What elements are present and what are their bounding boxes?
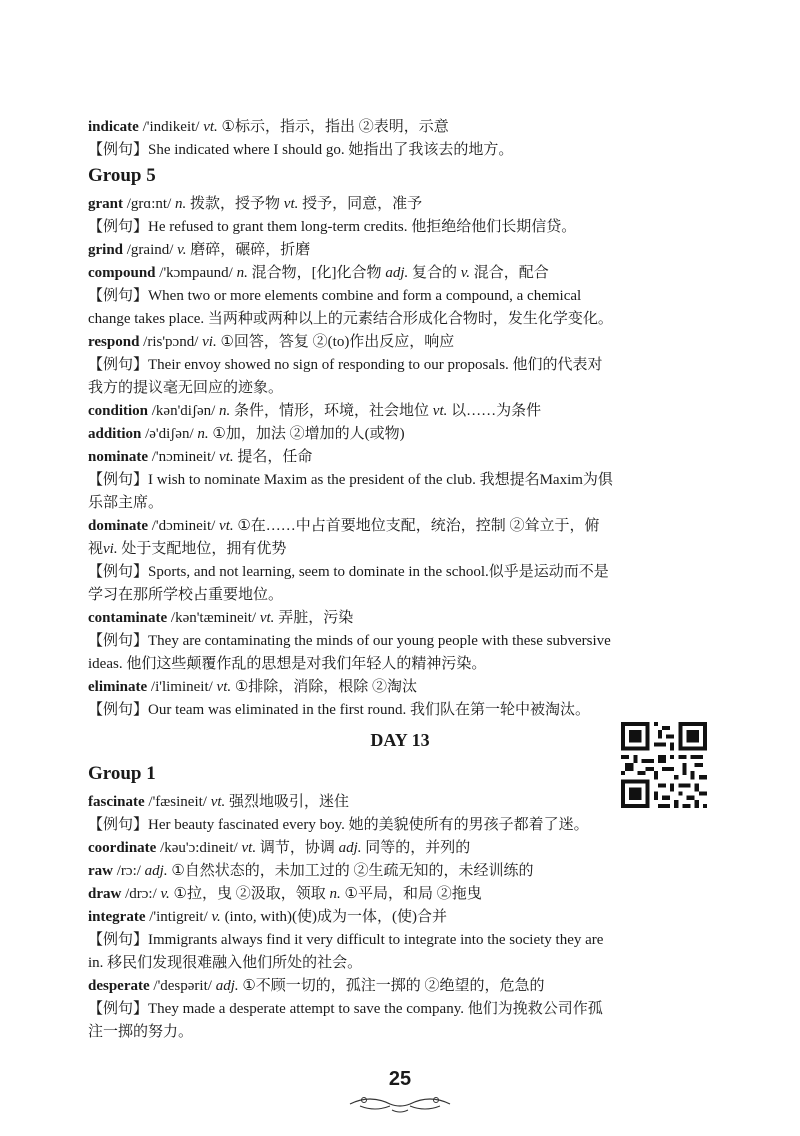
headword: coordinate xyxy=(88,840,157,856)
day-heading: DAY 13 xyxy=(370,730,430,750)
part-of-speech: vt. xyxy=(203,119,218,135)
part-of-speech: adj. xyxy=(338,840,362,856)
headword: nominate xyxy=(88,449,148,465)
entry-desperate xyxy=(88,975,712,997)
part-of-speech: vi. xyxy=(103,541,118,557)
example-desperate-cont: 注一掷的努力。 xyxy=(88,1024,194,1040)
part-of-speech: n. xyxy=(219,403,231,419)
definition: ①不顾一切的，孤注一掷的 ②绝望的，危急的 xyxy=(242,978,545,994)
headword: desperate xyxy=(88,978,150,994)
entry-addition xyxy=(88,423,712,445)
example-compound: 【例句】When two or more elements combine and form a compound, a chemical xyxy=(88,288,582,304)
entry-grind xyxy=(88,239,712,261)
definition: 条件，情形，环境，社会地位 xyxy=(234,403,430,419)
entry-fascinate xyxy=(88,791,712,813)
part-of-speech: adj. xyxy=(144,863,168,879)
group-heading: Group 1 xyxy=(88,763,156,784)
headword: grind xyxy=(88,242,124,258)
phonetic: /'nɔmineit/ xyxy=(151,449,216,465)
part-of-speech: v. xyxy=(177,242,187,258)
definition: 弄脏，污染 xyxy=(278,610,354,626)
entry-condition xyxy=(88,400,712,422)
part-of-speech: n. xyxy=(236,265,248,281)
headword: indicate xyxy=(88,119,139,135)
example-indicate: 【例句】She indicated where I should go. 她指出了我该去的地方。 xyxy=(88,142,514,158)
phonetic: /'indikeit/ xyxy=(142,119,200,135)
phonetic: /'kɔmpaund/ xyxy=(159,265,233,281)
part-of-speech: vt. xyxy=(259,610,275,626)
definition: ①加，加法 ②增加的人(或物) xyxy=(212,426,405,442)
example-respond-cont: 我方的提议毫无回应的迹象。 xyxy=(88,380,284,396)
definition: ①拉，曳 ②汲取，领取 xyxy=(173,886,326,902)
headword: eliminate xyxy=(88,679,148,695)
definition: 提名，任命 xyxy=(237,449,313,465)
part-of-speech: vi. xyxy=(202,334,217,350)
definition: 拨款，授予物 xyxy=(190,196,281,212)
entry-grant xyxy=(88,193,712,215)
headword: fascinate xyxy=(88,794,145,810)
definition: 以……为条件 xyxy=(451,403,542,419)
part-of-speech: adj. xyxy=(215,978,239,994)
phonetic: /'fæsineit/ xyxy=(148,794,207,810)
example-contaminate-cont: ideas. 他们这些颠覆作乱的思想是对我们年轻人的精神污染。 xyxy=(88,656,487,672)
part-of-speech: vt. xyxy=(283,196,299,212)
example-dominate-cont: 学习在那所学校占重要地位。 xyxy=(88,587,284,603)
definition: 同等的，并列的 xyxy=(365,840,471,856)
phonetic: /ris'pɔnd/ xyxy=(143,334,199,350)
entry-draw xyxy=(88,883,712,905)
phonetic: /ə'diʃən/ xyxy=(145,426,194,442)
part-of-speech: vt. xyxy=(219,449,234,465)
example-integrate-cont: in. 移民们发现很难融入他们所处的社会。 xyxy=(88,955,363,971)
part-of-speech: vt. xyxy=(241,840,257,856)
entry-nominate xyxy=(88,446,712,468)
part-of-speech: vt. xyxy=(210,794,226,810)
example-dominate: 【例句】Sports, and not learning, seem to dominate in the school.似乎是运动而不是 xyxy=(88,564,609,580)
phonetic: /graind/ xyxy=(126,242,174,258)
phonetic: /'despərit/ xyxy=(153,978,212,994)
phonetic: /'intigreit/ xyxy=(149,909,208,925)
definition: ①排除，消除，根除 ②淘汰 xyxy=(234,679,418,695)
example-compound-cont: change takes place. 当两种或两种以上的元素结合形成化合物时，发生化学变化。 xyxy=(88,311,613,327)
phonetic: /rɔ:/ xyxy=(116,863,141,879)
example-grant: 【例句】He refused to grant them long-term credits. 他拒绝给他们长期信贷。 xyxy=(88,219,577,235)
definition: 处于支配地位，拥有优势 xyxy=(121,541,287,557)
example-eliminate: 【例句】Our team was eliminated in the first round. 我们队在第一轮中被淘汰。 xyxy=(88,702,591,718)
headword: raw xyxy=(88,863,113,879)
part-of-speech: vt. xyxy=(432,403,448,419)
definition: 混合，配合 xyxy=(473,265,549,281)
page-number: 25 xyxy=(388,1068,412,1090)
headword: draw xyxy=(88,886,122,902)
definition: 视 xyxy=(88,541,104,557)
part-of-speech: adj. xyxy=(385,265,409,281)
part-of-speech: vt. xyxy=(216,679,232,695)
definition: ①回答，答复 ②(to)作出反应，响应 xyxy=(220,334,455,350)
example-desperate: 【例句】They made a desperate attempt to save the company. 他们为挽救公司作孤 xyxy=(88,1001,603,1017)
example-respond: 【例句】Their envoy showed no sign of responding to our proposals. 他们的代表对 xyxy=(88,357,603,373)
definition: 强烈地吸引，迷住 xyxy=(229,794,350,810)
example-contaminate: 【例句】They are contaminating the minds of our young people with these subversive xyxy=(88,633,611,649)
entry-dominate-cont xyxy=(88,538,712,560)
entry-indicate xyxy=(88,116,712,138)
example-nominate-cont: 乐部主席。 xyxy=(88,495,164,511)
part-of-speech: v. xyxy=(460,265,471,281)
entry-raw xyxy=(88,860,712,882)
part-of-speech: n. xyxy=(197,426,209,442)
definition: (into, with)(使)成为一体，(使)合并 xyxy=(224,909,448,925)
headword: dominate xyxy=(88,518,148,534)
definition: 磨碎，碾碎，折磨 xyxy=(190,242,311,258)
entry-coordinate xyxy=(88,837,712,859)
headword: condition xyxy=(88,403,149,419)
page-footer xyxy=(340,1068,460,1118)
phonetic: /'dɔmineit/ xyxy=(151,518,216,534)
headword: contaminate xyxy=(88,610,168,626)
phonetic: /i'limineit/ xyxy=(150,679,213,695)
headword: grant xyxy=(88,196,123,212)
definition: 调节，协调 xyxy=(259,840,335,856)
definition: ①平局，和局 ②拖曳 xyxy=(344,886,482,902)
part-of-speech: v. xyxy=(211,909,221,925)
part-of-speech: v. xyxy=(160,886,170,902)
part-of-speech: vt. xyxy=(219,518,234,534)
entry-integrate xyxy=(88,906,712,928)
part-of-speech: n. xyxy=(329,886,341,902)
headword: addition xyxy=(88,426,142,442)
entry-compound xyxy=(88,262,712,284)
example-integrate: 【例句】Immigrants always find it very difficult to integrate into the society they are xyxy=(88,932,604,948)
entry-eliminate xyxy=(88,676,712,698)
group-heading: Group 5 xyxy=(88,165,156,186)
entry-contaminate xyxy=(88,607,712,629)
phonetic: /kəu'ɔ:dineit/ xyxy=(160,840,238,856)
entry-respond xyxy=(88,331,712,353)
headword: compound xyxy=(88,265,156,281)
definition: 混合物，[化]化合物 xyxy=(251,265,382,281)
footer-ornament xyxy=(340,1068,460,1118)
phonetic: /kən'tæmineit/ xyxy=(170,610,257,626)
part-of-speech: n. xyxy=(175,196,187,212)
definition: ①自然状态的，未加工过的 ②生疏无知的，未经训练的 xyxy=(171,863,534,879)
phonetic: /kən'diʃən/ xyxy=(151,403,216,419)
headword: respond xyxy=(88,334,140,350)
entry-dominate xyxy=(88,515,712,537)
definition: ①标示，指示，指出 ②表明，示意 xyxy=(221,119,449,135)
example-nominate: 【例句】I wish to nominate Maxim as the president of the club. 我想提名Maxim为俱 xyxy=(88,472,613,488)
definition: 复合的 xyxy=(411,265,457,281)
phonetic: /grɑ:nt/ xyxy=(126,196,172,212)
headword: integrate xyxy=(88,909,146,925)
phonetic: /drɔ:/ xyxy=(125,886,157,902)
definition: ①在……中占首要地位支配，统治，控制 ②耸立于，俯 xyxy=(237,518,600,534)
example-fascinate: 【例句】Her beauty fascinated every boy. 她的美貌使所有的男孩子都着了迷。 xyxy=(88,817,589,833)
definition: 授予，同意，准予 xyxy=(302,196,423,212)
